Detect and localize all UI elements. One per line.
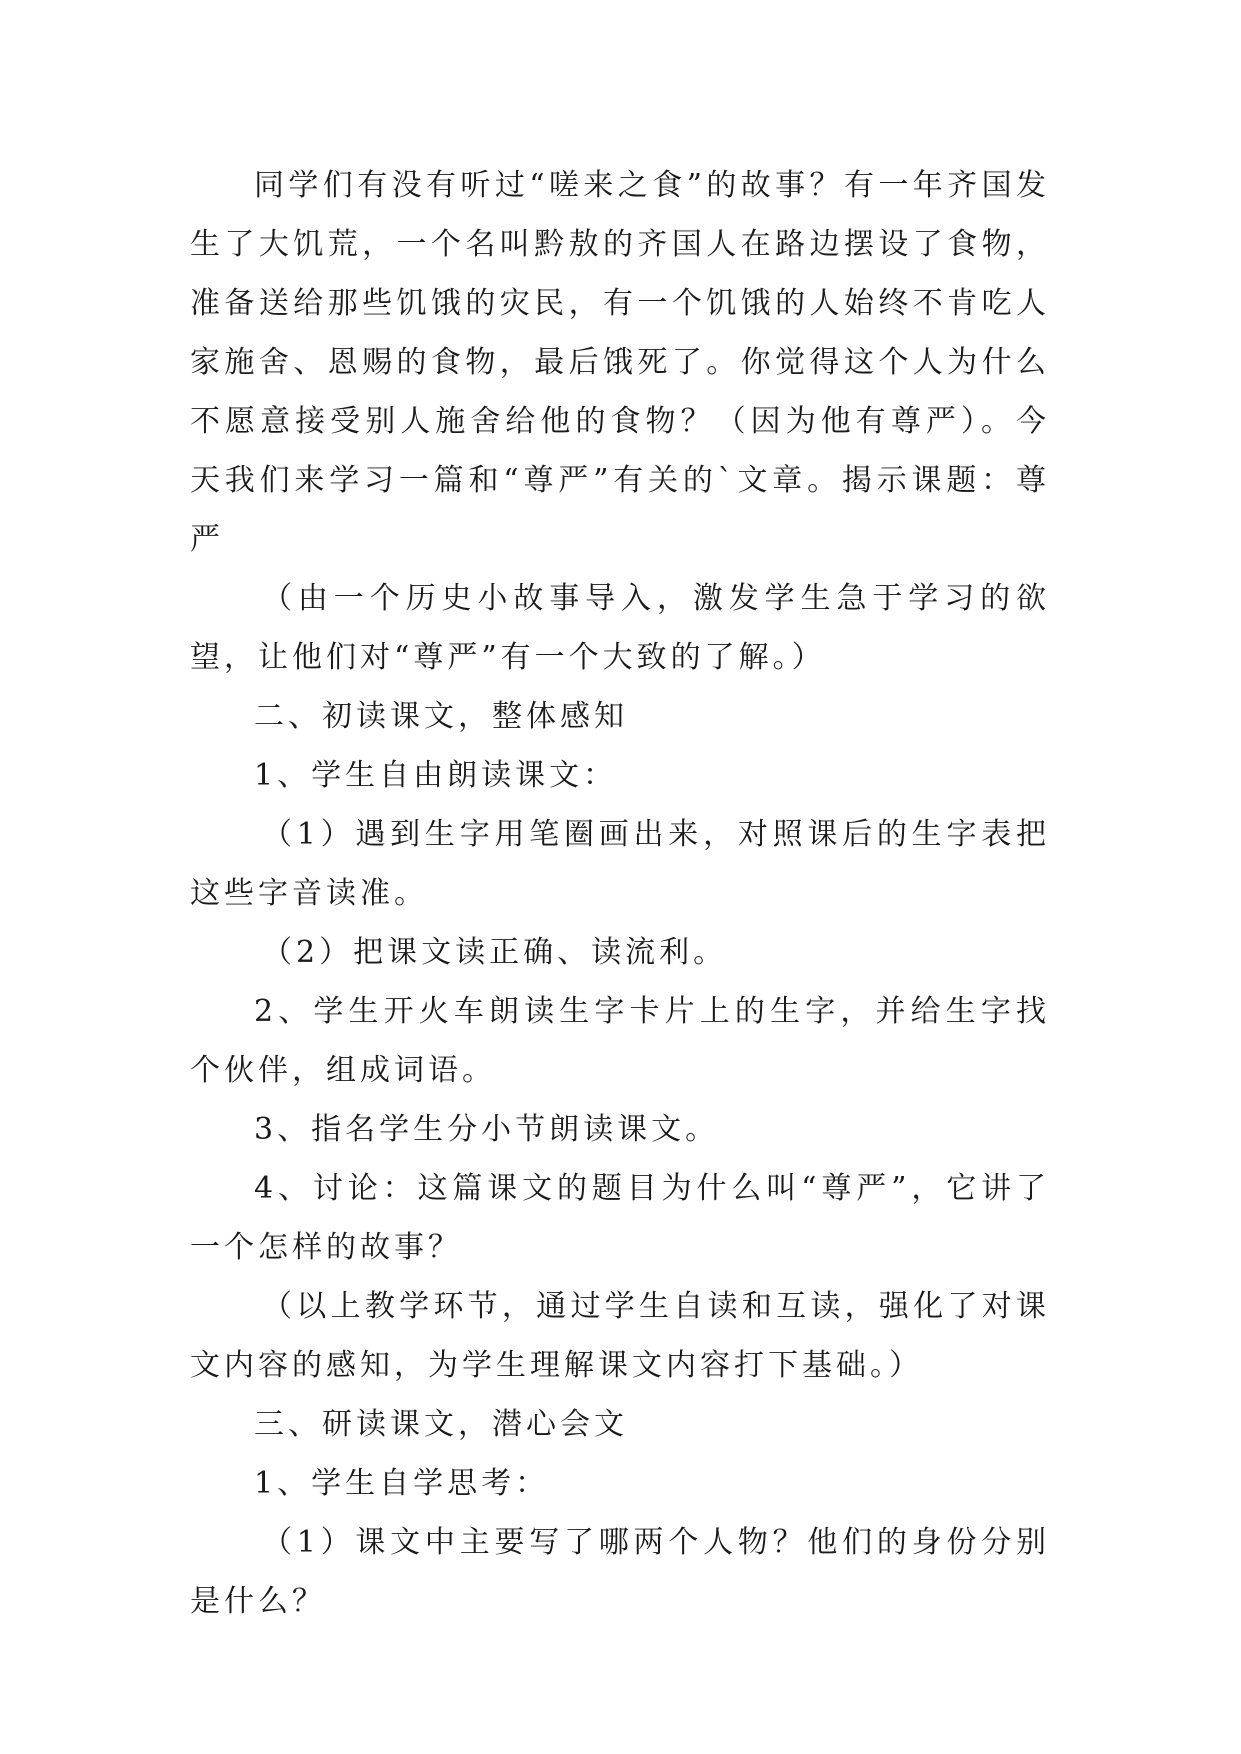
document-body: [190, 156, 1050, 1631]
step-4-discussion: 4、讨论：这篇课文的题目为什么叫“尊严”，它讲了一个怎样的故事？: [190, 1171, 1050, 1265]
deep-step-1-sub-1: （1）课文中主要写了哪两个人物？他们的身份分别是什么？: [190, 1525, 1050, 1619]
intro-note-paragraph: （由一个历史小故事导入，激发学生急于学习的欲望，让他们对“尊严”有一个大致的了解。）: [190, 581, 1050, 675]
section-heading-first-reading: 二、初读课文，整体感知: [254, 699, 628, 734]
step-1-sub-2: （2）把课文读正确、读流利。: [262, 935, 728, 970]
first-reading-note: （以上教学环节，通过学生自读和互读，强化了对课文内容的感知，为学生理解课文内容打下基础。）: [190, 1289, 1050, 1383]
step-1-free-reading: 1、学生自由朗读课文：: [254, 758, 618, 793]
intro-story-paragraph: 同学们有没有听过“嗟来之食”的故事？有一年齐国发生了大饥荒，一个名叫黔敖的齐国人在路边摆设了食物，准备送给那些饥饿的灾民，有一个饥饿的人始终不肯吃人家施舍、恩赐的食物，最后饿死了。你觉得这个人为什么不愿意接受别人施舍给他的食物？（因为他有尊严）。今天我们来学习一篇和“尊严”有关的`文章。揭示课题：尊严: [190, 168, 1050, 557]
step-2-word-cards: 2、学生开火车朗读生字卡片上的生字，并给生字找个伙伴，组成词语。: [190, 994, 1050, 1088]
section-heading-deep-reading: 三、研读课文，潜心会文: [254, 1407, 628, 1442]
step-3-section-reading: 3、指名学生分小节朗读课文。: [254, 1112, 720, 1147]
deep-step-1-self-study: 1、学生自学思考：: [254, 1466, 550, 1501]
step-1-sub-1: （1）遇到生字用笔圈画出来，对照课后的生字表把这些字音读准。: [190, 817, 1050, 911]
